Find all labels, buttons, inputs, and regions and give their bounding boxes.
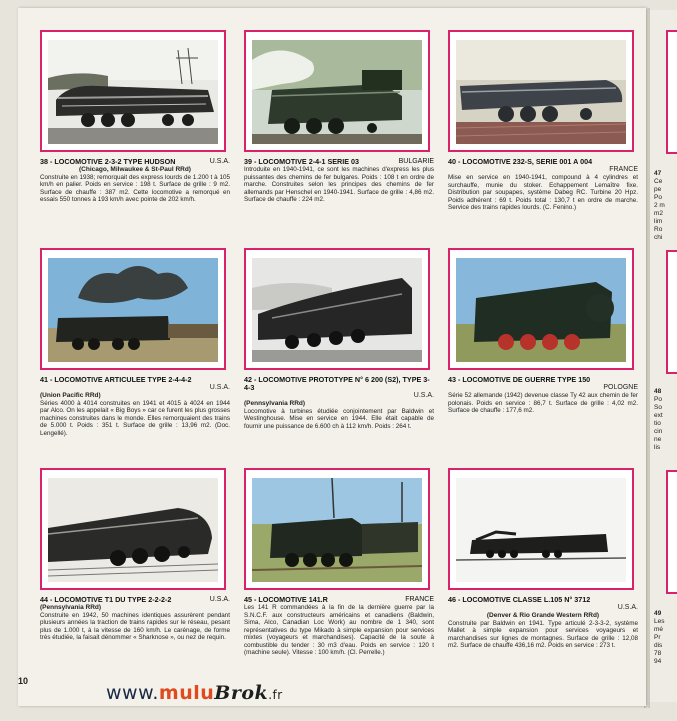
photo-frame — [448, 30, 634, 152]
fragment-line: Po — [654, 194, 662, 201]
card-railroad: (Pennsylvania RRd) — [40, 604, 102, 611]
fragment-line: Les — [654, 618, 665, 625]
card-country-line: U.S.A. — [413, 392, 434, 399]
card-title — [448, 158, 638, 166]
next-page-frame-49 — [666, 470, 677, 594]
caption — [40, 596, 230, 642]
card-description: Construite en 1938; remorquait des express lourds de 1.200 t à 105 km/h en palier. Poids en service : 198 t. Surface de grille : 9 m2. Surface de chauffe : 387 m2. Cette locomotive a remorqué en essais 550 tonnes à 193 km/h avec pointe de 202 km/h. — [40, 173, 230, 203]
fragment-line: So — [654, 404, 662, 411]
fragment-line: Ro — [654, 226, 663, 233]
card-title — [40, 376, 230, 384]
fragment-line: Ce — [654, 178, 663, 185]
watermark-logo — [106, 682, 283, 704]
next-page-card-number: 48 — [654, 388, 662, 395]
next-page-fragment — [654, 618, 664, 666]
caption — [40, 158, 230, 204]
photo-war-locomotive-150 — [456, 258, 626, 362]
card-description: Mise en service en 1940-1941, compound à 4 cylindres et surchauffe, munie du stoker. Echappement Lemaître fixe. Distribution par soupapes, système Dabeg RC. Turbine 20 Hpz. Poids adhérent : 69 t. Poids total : 130,7 t en ordre de marche. Service des trains rapides lourds. (C. Fenino.) — [448, 174, 638, 211]
next-page-fragment — [654, 396, 663, 452]
card-description: Les 141 R commandées à la fin de la dernière guerre par la S.N.C.F. aux constructeurs américains et canadiens (Baldwin, Sima, Alco, Canadian Loc Work) au nombre de 1 340, sont représentatives du type Mikado à simple expansion pour services mixtes (voyageurs et marchandises). Capacité de la soute à combustible du tender : 30 m3 d'eau. Poids en service : 120 t (machine seule). Vitesse : 100 km/h. (Cl. Perrelle.) — [244, 604, 434, 656]
card-title — [40, 596, 230, 604]
photo-big-boy-locomotive — [48, 258, 218, 362]
card-number-title: 42 - LOCOMOTIVE PROTOTYPE N° 6 200 (S2), TYPE 3-4-3 — [244, 375, 430, 392]
card-title — [244, 596, 434, 604]
photo-frame — [448, 468, 634, 590]
caption — [448, 376, 638, 415]
card-title — [244, 376, 434, 392]
card-number-title: 40 - LOCOMOTIVE 232-S, SERIE 001 A 004 — [448, 157, 593, 166]
photo-frame — [40, 468, 226, 590]
card-description: Construite par Baldwin en 1941. Type articulé 2-3-3-2, système Mallet à simple expansion pour services voyageurs et marchandises sur lignes de montagnes. Surface de grille : 12,08 m2. Surface de chauffe 436,16 m2. Poids en service : 273 t. — [448, 619, 638, 649]
photo-frame — [244, 468, 430, 590]
photo-serie-03-locomotive — [252, 40, 422, 144]
card-country: U.S.A. — [209, 596, 230, 603]
card-country: U.S.A. — [209, 158, 230, 165]
watermark-brok: Brok — [214, 682, 269, 704]
card-title — [40, 158, 230, 166]
page-number: 10 — [18, 676, 29, 686]
watermark-mulu: mulu — [158, 682, 215, 704]
card-description: Construite en 1942, 50 machines identiques assurèrent pendant plusieurs années la traction de trains rapides sur le réseau, pesant plus de 1.000 t, à la vitesse de 160 km/h. Le carénage, de forme très étudiée, la faisait dénommer « Sharknose », ou nez de requin. — [40, 611, 230, 641]
caption — [448, 158, 638, 212]
fragment-line: lim — [654, 218, 663, 225]
fragment-line: dis — [654, 642, 663, 649]
fragment-line: Pr — [654, 634, 661, 641]
fragment-line: m2 — [654, 210, 664, 217]
photo-frame — [244, 248, 430, 370]
photo-frame — [40, 30, 226, 152]
fragment-line: ext — [654, 412, 663, 419]
card-number-title: 41 - LOCOMOTIVE ARTICULEE TYPE 2-4-4-2 — [40, 375, 192, 384]
card-country: FRANCE — [405, 596, 434, 603]
next-page-edge — [648, 10, 677, 702]
card-country-line: FRANCE — [609, 166, 638, 173]
card-railroad: (Denver & Rio Grande Western RRd) — [486, 612, 600, 619]
caption — [244, 158, 434, 204]
card-description: Série 52 allemande (1942) devenue classe Ty 42 aux chemin de fer polonais. Poids en service : 86,7 t. Surface de grille : 4,02 m2. Surface de chauffe : 177,6 m2. — [448, 392, 638, 414]
card-country-line: U.S.A. — [209, 384, 230, 391]
card-number-title: 43 - LOCOMOTIVE DE GUERRE TYPE 150 — [448, 375, 591, 384]
caption — [244, 376, 434, 430]
card-country-line: POLOGNE — [603, 384, 638, 391]
watermark-suffix: .fr — [268, 688, 283, 702]
caption — [40, 376, 230, 437]
card-title — [244, 158, 434, 166]
photo-hudson-locomotive — [48, 40, 218, 144]
fragment-line: 78 — [654, 650, 662, 657]
photo-frame — [40, 248, 226, 370]
photo-t1-locomotive — [48, 478, 218, 582]
next-page-frame-47 — [666, 30, 677, 154]
photo-frame — [448, 248, 634, 370]
fragment-line: lis — [654, 444, 661, 451]
next-page-card-number: 49 — [654, 610, 662, 617]
caption — [244, 596, 434, 657]
card-number-title: 46 - LOCOMOTIVE CLASSE L.105 N° 3712 — [448, 595, 591, 604]
next-page-fragment — [654, 178, 665, 242]
photo-232s-locomotive — [456, 40, 626, 144]
fragment-line: tio — [654, 420, 661, 427]
card-description: Introduite en 1940-1941, ce sont les machines d'express les plus puissantes des chemins de fer bulgares. Poids : 108 t en ordre de marche. Construites selon les principes des chemins de fer allemands par Henschel en 1940-1941. Surface de grille : 4,86 m2. Surface de chauffe : 224 m2. — [244, 166, 434, 203]
card-railroad: (Chicago, Milwaukee & St-Paul RRd) — [79, 166, 191, 173]
fragment-line: ne — [654, 436, 662, 443]
photo-s2-turbine-locomotive — [252, 258, 422, 362]
fragment-line: Po — [654, 396, 662, 403]
card-number-title: 39 - LOCOMOTIVE 2-4-1 SERIE 03 — [244, 157, 360, 166]
fragment-line: 94 — [654, 658, 662, 665]
fragment-line: mé — [654, 626, 664, 633]
card-description: Locomotive à turbines étudiée conjointement par Baldwin et Westinghouse. Mise en service en 1944. Elle était capable de fournir une puissance de 6.600 ch à 112 km/h. Poids : 264 t. — [244, 407, 434, 430]
photo-141r-locomotive — [252, 478, 422, 582]
card-number-title: 38 - LOCOMOTIVE 2-3-2 TYPE HUDSON — [40, 157, 176, 166]
fragment-line: 2 m — [654, 202, 665, 209]
photo-l105-locomotive — [456, 478, 626, 582]
card-number-title: 44 - LOCOMOTIVE T1 DU TYPE 2-2-2-2 — [40, 595, 172, 604]
next-page-frame-48 — [666, 250, 677, 374]
card-title — [448, 596, 638, 604]
card-railroad: (Pennsylvania RRd) — [244, 400, 306, 407]
fragment-line: pe — [654, 186, 662, 193]
card-railroad: (Union Pacific RRd) — [40, 392, 101, 399]
card-title — [448, 376, 638, 384]
album-page — [18, 8, 646, 706]
fragment-line: cin — [654, 428, 663, 435]
next-page-card-number: 47 — [654, 170, 662, 177]
card-country-line: U.S.A. — [617, 604, 638, 611]
card-description: Séries 4000 à 4014 construites en 1941 et 4015 à 4024 en 1944 par Alco. On les appelait « Big Boys » car ce furent les plus grosses machines construites dans le monde. Elles remorquaient des trains de 5.000 t. Poids : 351 t. Surface de grille : 13,96 m2. (Doc. Lengellé). — [40, 399, 230, 437]
watermark-prefix: www. — [106, 682, 159, 704]
caption — [448, 596, 638, 650]
card-number-title: 45 - LOCOMOTIVE 141.R — [244, 595, 328, 604]
card-country: BULGARIE — [398, 158, 434, 165]
fragment-line: chi — [654, 234, 663, 241]
photo-frame — [244, 30, 430, 152]
